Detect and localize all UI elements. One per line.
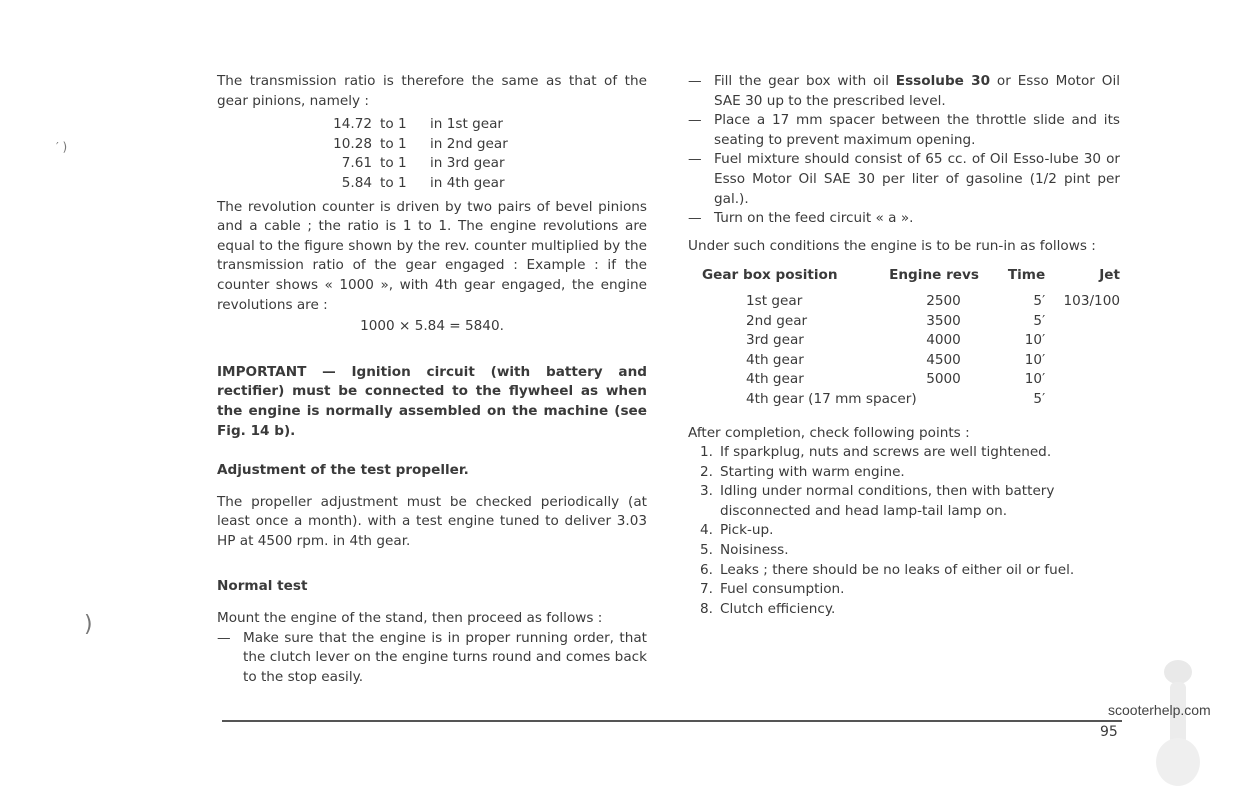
formula: 1000 × 5.84 = 5840. <box>360 318 504 335</box>
after-intro: After completion, check following points : <box>688 424 970 441</box>
oil-text-c: or Esso Motor Oil SAE 30 up to the prescribed level. <box>714 73 1121 109</box>
check-point <box>700 580 1120 600</box>
check-point-number: 4. <box>700 522 713 539</box>
header-revs: Engine revs <box>889 267 979 284</box>
runin-revs: 4000 <box>926 332 961 349</box>
check-point-number: 7. <box>700 581 713 598</box>
runin-row <box>702 331 1120 351</box>
runin-jet <box>1045 370 1120 390</box>
ratio-gear: in 3rd gear <box>430 155 505 172</box>
watermark-text: scooterhelp.com <box>1108 702 1211 718</box>
dash: — <box>217 629 231 646</box>
check-point <box>700 521 1120 541</box>
runin-time: 5′ <box>1033 292 1046 309</box>
dash: — <box>688 73 702 89</box>
ratio-to: to 1 <box>380 135 407 152</box>
check-point-number: 3. <box>700 483 713 500</box>
check-point-text: Clutch efficiency. <box>720 600 836 617</box>
runin-jet <box>1045 351 1120 371</box>
dash: — <box>688 112 702 129</box>
page-number: 95 <box>1100 724 1118 740</box>
runin-row <box>702 351 1120 371</box>
runin-time: 5′ <box>1033 390 1046 407</box>
runin-jet <box>1045 390 1120 410</box>
check-point-number: 5. <box>700 542 713 559</box>
runin-jet: 103/100 <box>1063 292 1120 309</box>
check-point-number: 8. <box>700 600 713 617</box>
ratio-value: 10.28 <box>333 135 372 152</box>
prep-item-fuel <box>688 150 1120 209</box>
margin-mark: ) <box>84 612 93 637</box>
prep-item-spacer <box>688 111 1120 150</box>
runin-time: 10′ <box>1024 351 1046 368</box>
runin-revs: 3500 <box>926 312 961 329</box>
runin-position: 3rd gear <box>746 332 804 349</box>
check-point <box>700 482 1120 521</box>
runin-revs: 2500 <box>926 292 961 309</box>
runin-position: 1st gear <box>746 292 803 309</box>
check-point-number: 6. <box>700 561 713 578</box>
runin-intro: Under such conditions the engine is to be run-in as follows : <box>688 237 1096 254</box>
check-point-text: Leaks ; there should be no leaks of either oil or fuel. <box>720 561 1075 578</box>
check-point-text: Idling under normal conditions, then with battery disconnected and head lamp-tail lamp on. <box>720 483 1055 519</box>
normal-test-item <box>217 629 647 688</box>
adjustment-paragraph: The propeller adjustment must be checked periodically (at least once a month). with a test engine tuned to deliver 3.03 HP at 4500 rpm. in 4th gear. <box>217 493 647 549</box>
right-column <box>688 72 1120 619</box>
runin-position: 4th gear (17 mm spacer) <box>746 390 917 407</box>
ratio-to: to 1 <box>380 116 407 133</box>
runin-position: 4th gear <box>746 371 804 388</box>
ratio-row <box>317 115 508 135</box>
runin-revs: 4500 <box>926 351 961 368</box>
runin-row <box>702 370 1120 390</box>
runin-jet <box>1045 312 1120 332</box>
check-point-text: If sparkplug, nuts and screws are well tightened. <box>720 444 1052 461</box>
ratio-row <box>317 154 508 174</box>
prep-item-feed <box>688 209 1120 229</box>
prep-item-fuel-text: Fuel mixture should consist of 65 cc. of Oil Esso-lube 30 or Esso Motor Oil SAE 30 per liter of gasoline (1/2 pint per gal.). <box>714 151 1120 207</box>
check-point <box>700 541 1120 561</box>
normal-test-intro: Mount the engine of the stand, then proceed as follows : <box>217 610 603 627</box>
transmission-intro: The transmission ratio is therefore the same as that of the gear pinions, namely : <box>217 73 647 109</box>
runin-row-spacer <box>702 390 1120 410</box>
runin-jet <box>1045 331 1120 351</box>
normal-test-item-text: Make sure that the engine is in proper running order, that the clutch lever on the engine turns round and comes back to the stop easily. <box>243 629 647 685</box>
runin-position: 2nd gear <box>746 312 808 329</box>
check-point-text: Starting with warm engine. <box>720 463 905 480</box>
check-point <box>700 561 1120 581</box>
left-column <box>217 72 647 687</box>
runin-time: 5′ <box>1033 312 1046 329</box>
dash: — <box>688 210 702 227</box>
check-point-text: Noisiness. <box>720 542 789 559</box>
ratio-value: 5.84 <box>341 174 372 191</box>
ratio-to: to 1 <box>380 174 407 191</box>
check-point-number: 2. <box>700 463 713 480</box>
runin-row <box>702 312 1120 332</box>
prep-item-feed-text: Turn on the feed circuit « a ». <box>714 210 914 227</box>
check-point <box>700 463 1120 483</box>
runin-table <box>702 266 1120 409</box>
check-point-text: Pick-up. <box>720 522 774 539</box>
adjustment-heading: Adjustment of the test propeller. <box>217 462 469 479</box>
footer-rule <box>222 720 1122 722</box>
ratio-value: 14.72 <box>333 116 372 133</box>
header-jet: Jet <box>1099 267 1120 284</box>
prep-item-oil <box>688 72 1120 111</box>
check-point <box>700 600 1120 620</box>
ratio-row <box>317 135 508 155</box>
ratio-gear: in 2nd gear <box>430 135 508 152</box>
margin-mark: ′ ) <box>56 140 68 154</box>
ratio-to: to 1 <box>380 155 407 172</box>
runin-revs: 5000 <box>926 371 961 388</box>
prep-item-oil-text <box>714 72 1120 111</box>
oil-text-a: Fill the gear box with oil <box>714 73 896 89</box>
header-position: Gear box position <box>702 267 838 284</box>
runin-position: 4th gear <box>746 351 804 368</box>
scooter-watermark-icon <box>1148 652 1208 792</box>
runin-row <box>702 292 1120 312</box>
runin-time: 10′ <box>1024 371 1046 388</box>
prep-item-spacer-text: Place a 17 mm spacer between the throttle slide and its seating to prevent maximum opening. <box>714 112 1120 148</box>
ratio-value: 7.61 <box>341 155 372 172</box>
check-points-list <box>688 443 1120 619</box>
header-time: Time <box>1007 267 1046 284</box>
ratio-gear: in 1st gear <box>430 116 504 133</box>
oil-brand: Essolube 30 <box>895 73 991 89</box>
normal-test-heading: Normal test <box>217 578 308 595</box>
important-note: IMPORTANT — Ignition circuit (with battery and rectifier) must be connected to the flywheel as when the engine is normally assembled on the machine (see Fig. 14 b). <box>217 363 647 439</box>
counter-paragraph: The revolution counter is driven by two pairs of bevel pinions and a cable ; the ratio is 1 to 1. The engine revolutions are equal to the figure shown by the rev. counter multiplied by the transmission ratio of the gear engaged : Example : if the counter shows « 1000 », with 4th gear engaged, the engine revolutions are : <box>217 198 647 313</box>
runin-time: 10′ <box>1024 332 1046 349</box>
ratio-gear: in 4th gear <box>430 174 505 191</box>
check-point-number: 1. <box>700 444 713 461</box>
dash: — <box>688 151 702 168</box>
check-point-text: Fuel consumption. <box>720 581 845 598</box>
ratio-row <box>317 174 508 194</box>
gear-ratio-table <box>317 115 508 193</box>
check-point <box>700 443 1120 463</box>
runin-table-header <box>702 266 1120 292</box>
